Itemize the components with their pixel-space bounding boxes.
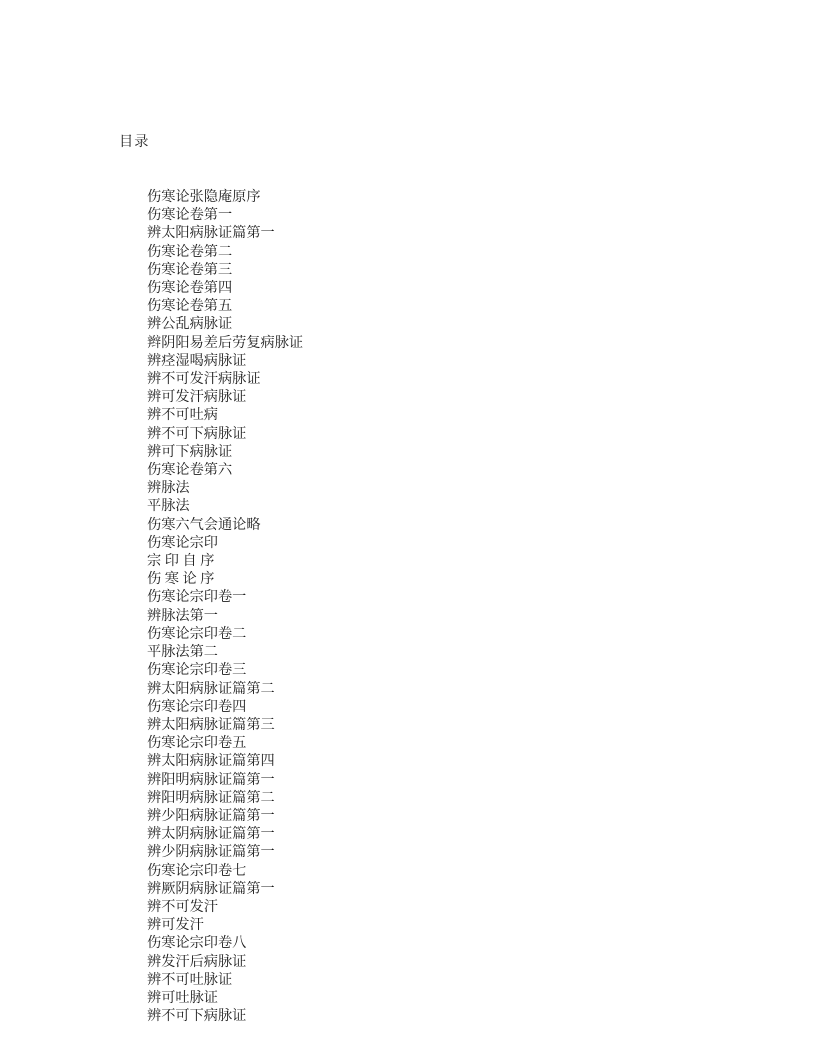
toc-item: 辨阳明病脉证篇第二 [147, 789, 275, 806]
toc-item: 伤寒论宗印卷七 [147, 862, 247, 879]
toc-item: 伤寒六气会通论略 [147, 516, 261, 533]
toc-item: 辨可发汗 [147, 917, 204, 934]
toc-item: 辨太阳病脉证篇第二 [147, 680, 275, 697]
toc-item: 平脉法第二 [147, 644, 218, 661]
toc-item: 伤寒论卷第五 [147, 298, 233, 315]
toc-item: 辨可吐脉证 [147, 989, 218, 1006]
toc-item: 辨可发汗病脉证 [147, 389, 247, 406]
toc-item: 伤寒论卷第四 [147, 280, 233, 297]
toc-item: 伤寒论卷第二 [147, 243, 233, 260]
toc-item: 辨不可下病脉证 [147, 425, 247, 442]
toc-item: 辨不可下病脉证 [147, 1008, 247, 1025]
toc-item: 辨阳明病脉证篇第一 [147, 771, 275, 788]
table-of-contents [119, 97, 303, 1056]
toc-item: 伤寒论宗印卷五 [147, 735, 247, 752]
toc-item: 伤寒论张隐庵原序 [147, 189, 261, 206]
toc-item: 辨太阳病脉证篇第一 [147, 225, 275, 242]
toc-item: 伤寒论宗印卷二 [147, 625, 247, 642]
toc-item: 平脉法 [147, 498, 190, 515]
toc-item: 辨少阳病脉证篇第一 [147, 807, 275, 824]
toc-item: 辨可下病脉证 [147, 443, 233, 460]
toc-item: 伤寒论卷第六 [147, 462, 233, 479]
page-title: 目录 [119, 134, 150, 151]
toc-item: 辨不可发汗病脉证 [147, 371, 261, 388]
toc-item: 辨太阳病脉证篇第三 [147, 716, 275, 733]
toc-item: 辨不可吐病 [147, 407, 218, 424]
toc-item: 辫阴阳易差后劳复病脉证 [147, 334, 304, 351]
toc-item: 伤寒论宗印卷三 [147, 662, 247, 679]
toc-item: 辨公乱病脉证 [147, 316, 233, 333]
toc-item: 宗 印 自 序 [147, 553, 215, 570]
toc-item: 辨不可吐脉证 [147, 971, 233, 988]
toc-item: 伤寒论宗印卷四 [147, 698, 247, 715]
toc-item: 伤寒论宗印卷八 [147, 935, 247, 952]
toc-item: 辨痉湿喝病脉证 [147, 352, 247, 369]
toc-item: 伤 寒 论 序 [147, 571, 215, 588]
toc-item: 伤寒论卷第三 [147, 261, 233, 278]
toc-item: 辨少阴病脉证篇第一 [147, 844, 275, 861]
toc-item: 伤寒论宗印卷一 [147, 589, 247, 606]
toc-list [119, 188, 303, 1025]
toc-item: 辨太阳病脉证篇第四 [147, 753, 275, 770]
toc-item: 伤寒论宗印 [147, 534, 218, 551]
toc-item: 辨太阴病脉证篇第一 [147, 826, 275, 843]
toc-item: 辨厥阴病脉证篇第一 [147, 880, 275, 897]
toc-item: 辨脉法第一 [147, 607, 218, 624]
toc-item: 辨发汗后病脉证 [147, 953, 247, 970]
toc-item: 伤寒论卷第一 [147, 207, 233, 224]
toc-item: 辨不可发汗 [147, 898, 218, 915]
toc-item: 辨脉法 [147, 480, 190, 497]
